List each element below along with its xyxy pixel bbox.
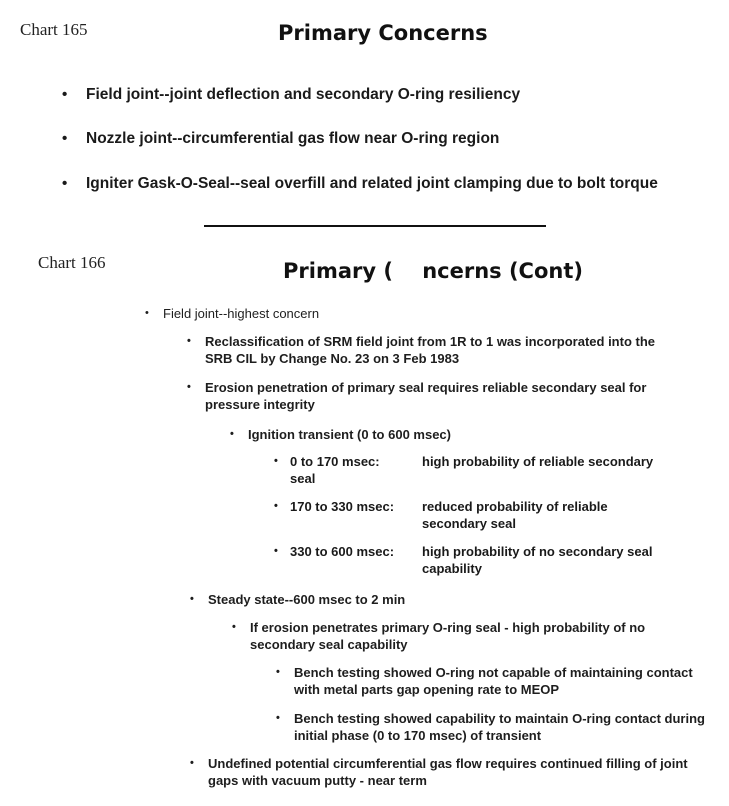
bullet-nozzle-joint [62,130,662,150]
bench-test-1-item [276,664,696,698]
chart-166-label: Chart 166 [38,253,106,272]
bullet-icon: • [230,428,234,440]
range-170-330 [274,498,694,532]
chart-165-label: Chart 165 [20,20,88,39]
range-label: 0 to 170 msec: [290,454,380,469]
bullet-icon: • [190,757,194,769]
if-erosion-item [232,619,692,653]
divider-line [204,225,546,227]
bullet-text: Field joint--joint deflection and secondary O-ring resiliency [86,86,521,103]
ignition-transient-item [230,426,530,443]
steady-state-item [190,591,590,608]
bullet-text: Nozzle joint--circumferential gas flow near O-ring region [86,130,500,147]
undefined-flow-item [190,755,710,789]
bullet-igniter [62,175,722,195]
bullet-icon: • [62,175,68,192]
range-continuation: seal [290,471,316,486]
chart-165-title: Primary Concerns [278,21,488,45]
bullet-text: Igniter Gask-O-Seal--seal overfill and related joint clamping due to bolt torque [86,175,658,192]
bullet-icon: • [187,381,191,393]
bullet-icon: • [274,500,278,512]
bullet-field-joint [62,86,662,106]
bullet-icon: • [274,545,278,557]
bullet-icon: • [276,712,280,724]
range-description: reduced probability of reliable secondary seal [422,499,608,531]
range-0-170 [274,453,694,487]
range-description: high probability of no secondary seal capability [422,544,653,576]
bullet-icon: • [232,621,236,633]
range-330-600 [274,543,694,577]
item-text: Erosion penetration of primary seal requires reliable secondary seal for pressure integrity [205,380,647,412]
bullet-icon: • [145,307,149,319]
bullet-icon: • [62,130,68,147]
range-description: high probability of reliable secondary [422,454,654,469]
bullet-icon: • [187,335,191,347]
item-text: Steady state--600 msec to 2 min [208,592,406,607]
item-text: Field joint--highest concern [163,306,320,321]
field-joint-item [145,305,545,322]
erosion-item [187,379,687,413]
item-text: Undefined potential circumferential gas flow requires continued filling of joint gaps with vacuum putty - near term [208,756,688,788]
bullet-icon: • [274,455,278,467]
bullet-icon: • [62,86,68,103]
bullet-icon: • [276,666,280,678]
bullet-icon: • [190,593,194,605]
range-label: 170 to 330 msec: [290,499,395,514]
chart-166-title: Primary ( ncerns (Cont) [283,259,583,283]
item-text: Ignition transient (0 to 600 msec) [248,427,451,442]
reclassification-item [187,333,687,367]
range-label: 330 to 600 msec: [290,544,395,559]
item-text: Bench testing showed capability to maintain O-ring contact during initial phase (0 to 170 msec) of transient [294,711,705,743]
item-text: Reclassification of SRM field joint from 1R to 1 was incorporated into the SRB CIL by Change No. 23 on 3 Feb 1983 [205,334,655,366]
item-text: Bench testing showed O-ring not capable of maintaining contact with metal parts gap opening rate to MEOP [294,665,693,697]
item-text: If erosion penetrates primary O-ring seal - high probability of no secondary seal capability [250,620,646,652]
bench-test-2-item [276,710,716,744]
